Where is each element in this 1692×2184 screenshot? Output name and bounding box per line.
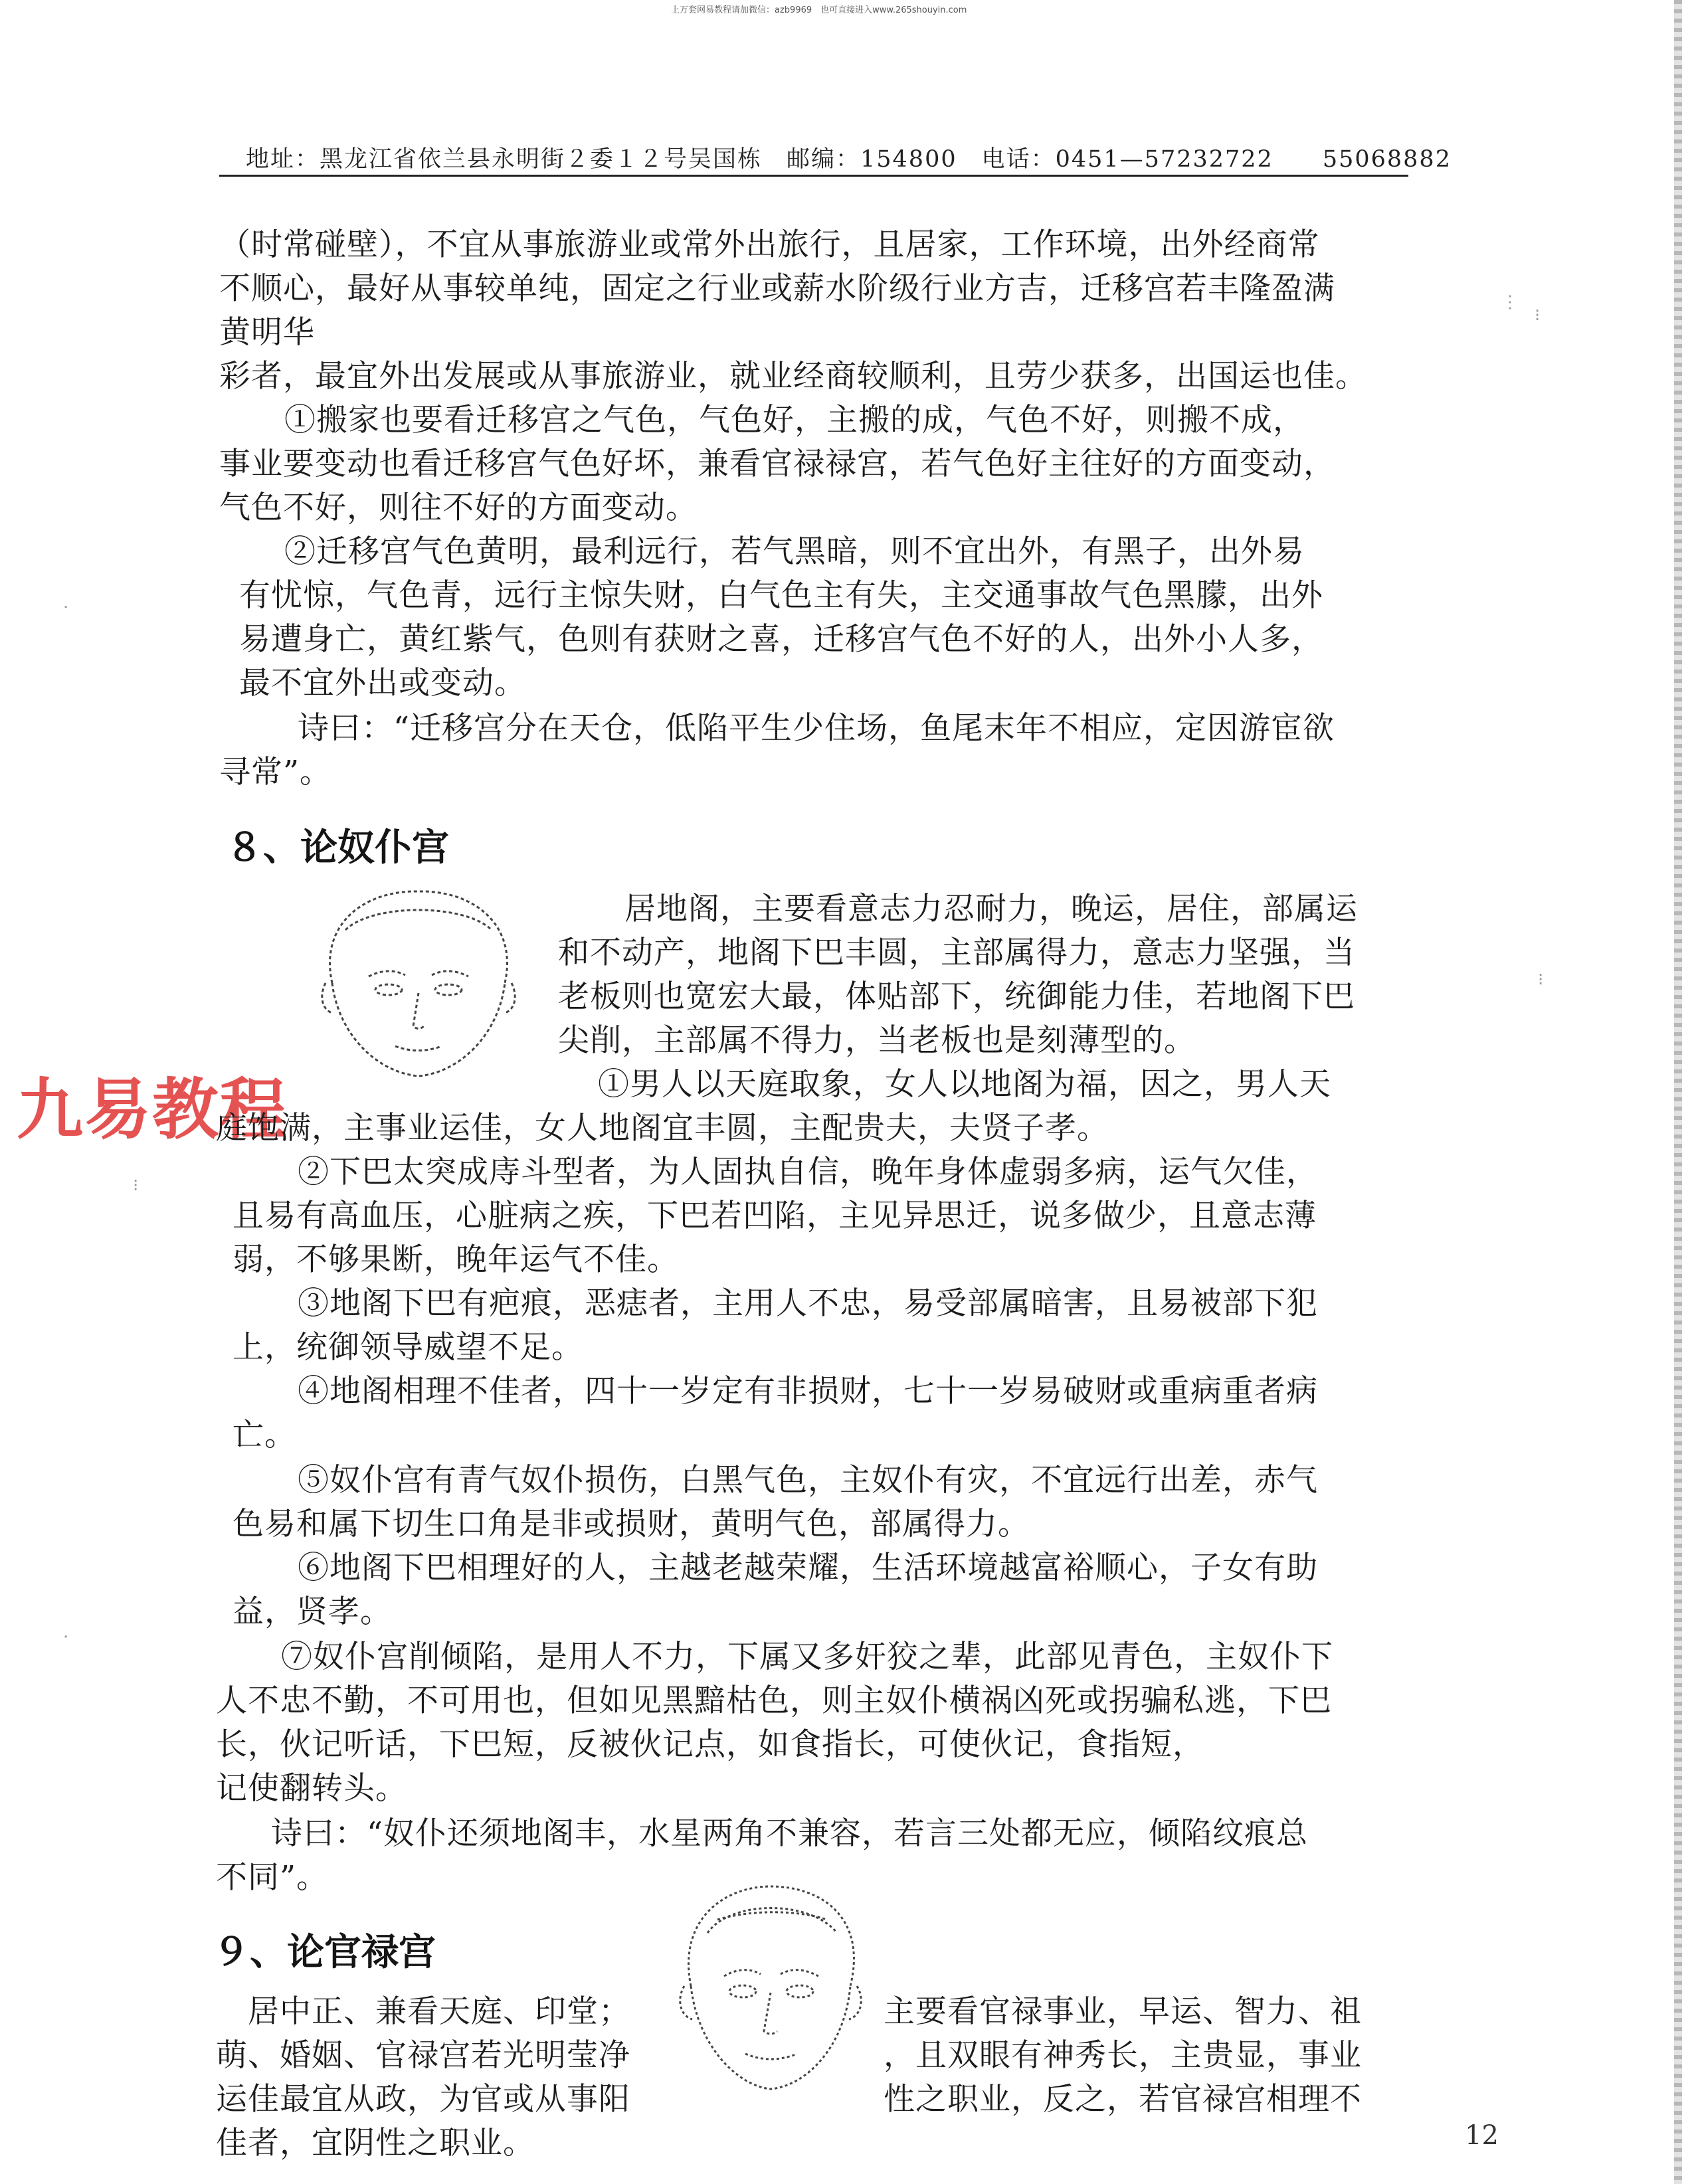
section-8-line: 居地阁，主要看意志力忍耐力，晚运，居住，部属运 [624,891,1358,927]
section-9-line: 性之职业，反之，若官禄宫相理不 [884,2081,1362,2118]
section-9-line: 佳者，宜阴性之职业。 [216,2125,535,2161]
section-8-line: 不同”。 [216,1859,329,1896]
body-line: ②迁移宫气色黄明，最利远行，若气黑暗，则不宜出外，有黑子，出外易 [252,533,1305,570]
body-line: 不顺心，最好从事较单纯，固定之行业或薪水阶级行业方吉，迁移宫若丰隆盈满 [219,270,1335,307]
section-9-line: 主要看官禄事业，早运、智力、祖 [884,1993,1362,2030]
section-8-line: ③地阁下巴有疤痕，恶痣者，主用人不忠，易受部属暗害，且易被部下犯 [266,1285,1318,1322]
body-line: 黄明华 [219,314,315,351]
watermark-logo-text: 九易教程 [17,1071,288,1148]
body-line: 彩者，最宜外出发展或从事旅游业，就业经商较顺利，且劳少获多，出国运也佳。 [219,358,1367,395]
section-8-line: 且易有高血压，心脏病之疾，下巴若凹陷，主见异思迁，说多做少，且意志薄 [233,1198,1317,1234]
page-number: 12 [1465,2120,1499,2151]
section-8-line: ④地阁相理不佳者，四十一岁定有非损财，七十一岁易破财或重病重者病 [266,1373,1318,1410]
section-8-line: ①男人以天庭取象，女人以地阁为福，因之，男人天 [598,1066,1331,1103]
body-line: ①搬家也要看迁移宫之气色，气色好，主搬的成，气色不好，则搬不成， [252,402,1305,438]
scan-speck: · [63,598,69,618]
page-header-address: 地址：黑龙江省依兰县永明街２委１２号吴国栋 邮编：154800 电话：0451—57232722 55068882 [246,146,1452,173]
body-line: 气色不好，则往不好的方面变动。 [219,490,698,526]
body-line: 易遭身亡，黄红紫气，色则有获财之喜，迁移宫气色不好的人，出外小人多， [239,621,1323,658]
body-line: 有忧惊，气色青，远行主惊失财，白气色主有失，主交通事故气色黑朦，出外 [239,577,1323,614]
section-8-line: 和不动产，地阁下巴丰圆，主部属得力，意志力坚强，当 [558,935,1355,971]
body-line: （时常碰壁），不宜从事旅游业或常外出旅行，且居家，工作环境，出外经商常 [219,227,1320,263]
body-line: 事业要变动也看迁移宫气色好坏，兼看官禄禄宫，若气色好主往好的方面变动， [219,446,1335,482]
scan-speck: ⁝ [1535,306,1541,325]
section-8-line: 人不忠不勤，不可用也，但如见黑黯枯色，则主奴仆横祸凶死或拐骗私逃，下巴 [216,1683,1332,1719]
section-8-line: 庭饱满，主事业运佳，女人地阁宜丰圆，主配贵夫，夫贤子孝。 [216,1110,1109,1146]
section-9-line: ，且双眼有神秀长，主贵显，事业 [884,2037,1362,2074]
section-8-line: ⑤奴仆宫有青气奴仆损伤，白黑气色，主奴仆有灾，不宜远行出差，赤气 [266,1462,1318,1499]
face-illustration-chin [306,883,531,1083]
top-note: 上万套网易教程请加微信：azb9969 也可直接进入www.265shouyin.com [671,5,967,15]
section-8-line: 长，伙记听话，下巴短，反被伙记点，如食指长，可使伙记，食指短， [216,1726,1204,1763]
section-8-line: 弱，不够果断，晚年运气不佳。 [233,1241,679,1278]
header-rule [219,175,1408,177]
face-illustration-forehead [671,1880,870,2092]
section-8-line: ⑥地阁下巴相理好的人，主越老越荣耀，生活环境越富裕顺心，子女有助 [266,1550,1318,1586]
section-8-line: 亡。 [233,1417,296,1453]
section-8-line: 诗曰：“奴仆还须地阁丰，水星两角不兼容，若言三处都无应，倾陷纹痕总 [239,1815,1309,1852]
scan-speck: ⁝ [133,1176,139,1196]
section-8-line: 老板则也宽宏大最，体贴部下，统御能力佳，若地阁下巴 [558,978,1355,1015]
section-8-line: 益，贤孝。 [233,1593,392,1630]
body-line: 寻常”。 [219,754,332,790]
section-8-line: 色易和属下切生口角是非或损财，黄明气色，部属得力。 [233,1506,1030,1542]
section-8-title: ８、论奴仆宫 [226,826,449,869]
section-8-line: 上，统御领导威望不足。 [233,1329,583,1366]
body-line: 诗曰：“迁移宫分在天仓，低陷平生少住场，鱼尾末年不相应，定因游宦欲 [266,710,1335,747]
section-9-line: 运佳最宜从政，为官或从事阳 [216,2081,630,2118]
section-8-line: ②下巴太突成庤斗型者，为人固执自信，晚年身体虚弱多病，运气欠佳， [266,1154,1318,1190]
scan-speck: ⁝ [1538,970,1544,990]
section-9-title: ９、论官禄宫 [213,1930,436,1974]
section-9-line: 居中正、兼看天庭、印堂； [216,1993,630,2030]
scan-speck: ⋮ [1501,292,1519,312]
section-8-line: ⑦奴仆宫削倾陷，是用人不力，下属又多奸狡之辈，此部见青色，主奴仆下 [249,1639,1333,1675]
section-8-line: 尖削，主部属不得力，当老板也是刻薄型的。 [558,1022,1196,1059]
section-8-line: 记使翻转头。 [216,1770,407,1807]
body-line: 最不宜外出或变动。 [239,665,526,701]
scan-edge [1674,0,1682,2184]
section-9-line: 萌、婚姻、官禄宫若光明莹净 [216,2037,630,2074]
scan-speck: · [63,1627,69,1647]
